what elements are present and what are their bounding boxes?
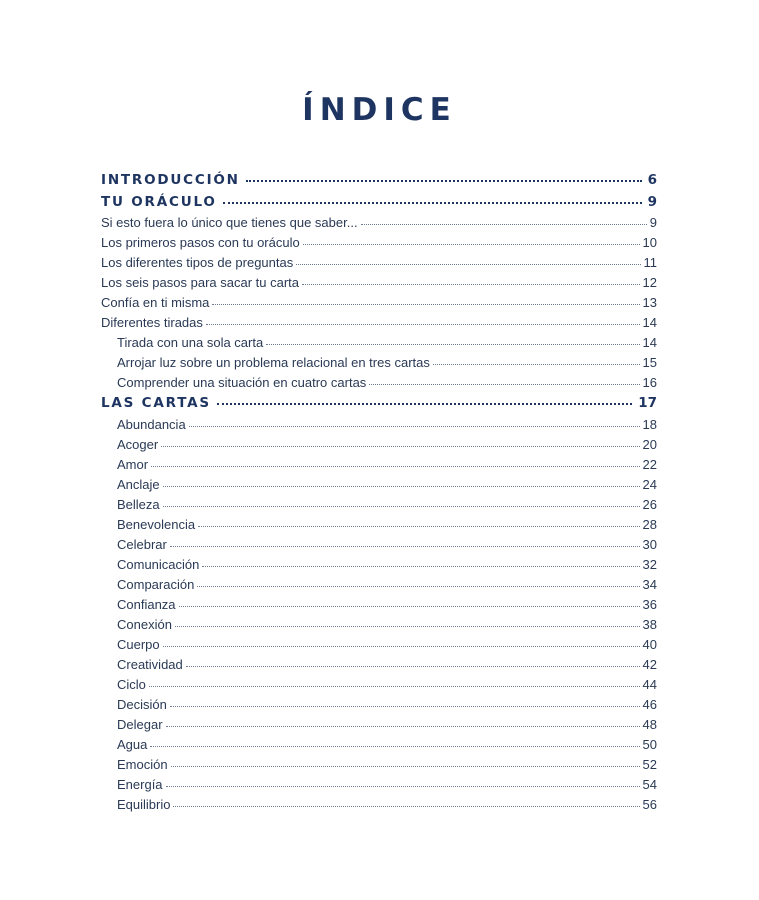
toc-entry-page-number: 9 (649, 215, 657, 230)
dot-leader (202, 566, 639, 567)
toc-entry-page-number: 6 (647, 172, 657, 188)
toc-entry (101, 435, 657, 455)
toc-entry-label: Celebrar (117, 536, 167, 552)
toc-entry (101, 575, 657, 595)
toc-entry-label: Anclaje (117, 476, 160, 492)
dot-leader (266, 344, 639, 345)
toc-entry-label: Cuerpo (117, 636, 160, 652)
toc-entry-label: Creatividad (117, 656, 183, 672)
dot-leader (161, 446, 639, 447)
toc-entry-label: Belleza (117, 496, 160, 512)
dot-leader (302, 284, 640, 285)
dot-leader (170, 546, 640, 547)
toc-entry-label: Abundancia (117, 416, 186, 432)
toc-entry (101, 253, 657, 273)
toc-entry-page-number: 9 (647, 193, 657, 210)
toc-section-entry (101, 170, 657, 192)
toc-entry (101, 715, 657, 735)
toc-entry-label: Acoger (117, 436, 159, 452)
toc-entry-label: Energía (117, 776, 163, 792)
dot-leader (223, 202, 642, 204)
toc-entry (101, 475, 657, 495)
toc-entry (101, 775, 657, 795)
toc-section-entry (101, 192, 657, 214)
toc-entry (101, 655, 657, 675)
toc-entry-page-number: 42 (642, 656, 657, 672)
toc-entry-label: Los primeros pasos con tu oráculo (101, 235, 300, 250)
dot-leader (163, 646, 640, 647)
dot-leader (163, 506, 640, 507)
toc-entry (101, 675, 657, 695)
toc-entry-page-number: 36 (642, 596, 657, 612)
toc-entry-label: INTRODUCCIÓN (101, 172, 240, 188)
dot-leader (212, 304, 639, 305)
toc-entry (101, 293, 657, 313)
toc-entry (101, 535, 657, 555)
toc-entry-page-number: 11 (643, 255, 657, 270)
toc-entry-label: Equilibrio (117, 796, 171, 812)
toc-entry-label: Comprender una situación en cuatro cartas (117, 375, 367, 390)
toc-entry-page-number: 14 (642, 335, 657, 350)
toc-entry (101, 735, 657, 755)
toc-entry-page-number: 16 (642, 375, 657, 390)
toc-entry-page-number: 32 (642, 556, 657, 572)
toc-entry-label: TU ORÁCULO (101, 193, 217, 210)
table-of-contents (101, 170, 657, 815)
dot-leader (361, 224, 647, 225)
toc-entry (101, 213, 657, 233)
toc-entry (101, 515, 657, 535)
dot-leader (303, 244, 640, 245)
toc-entry-label: Benevolencia (117, 516, 196, 532)
toc-entry-label: Los diferentes tipos de preguntas (101, 255, 294, 270)
dot-leader (173, 806, 639, 807)
toc-entry (101, 313, 657, 333)
toc-entry-label: Confianza (117, 596, 176, 612)
dot-leader (206, 324, 640, 325)
toc-entry (101, 353, 657, 373)
toc-entry-label: LAS CARTAS (101, 395, 211, 411)
toc-entry-page-number: 13 (642, 295, 657, 310)
toc-entry (101, 555, 657, 575)
toc-entry (101, 415, 657, 435)
toc-entry-label: Amor (117, 456, 149, 472)
toc-entry-page-number: 38 (642, 616, 657, 632)
toc-entry-page-number: 10 (642, 235, 657, 250)
toc-entry-label: Diferentes tiradas (101, 315, 203, 330)
dot-leader (163, 486, 640, 487)
toc-entry-page-number: 52 (642, 756, 657, 772)
toc-entry-label: Tirada con una sola carta (117, 335, 264, 350)
dot-leader (369, 384, 639, 385)
dot-leader (186, 666, 640, 667)
dot-leader (166, 726, 640, 727)
toc-entry (101, 373, 657, 393)
toc-entry-page-number: 30 (642, 536, 657, 552)
toc-entry-page-number: 22 (642, 456, 657, 472)
dot-leader (171, 766, 640, 767)
toc-entry-label: Arrojar luz sobre un problema relacional en tres cartas (117, 355, 430, 370)
dot-leader (433, 364, 640, 365)
toc-entry-page-number: 28 (642, 516, 657, 532)
dot-leader (197, 586, 639, 587)
toc-entry (101, 755, 657, 775)
dot-leader (166, 786, 640, 787)
toc-entry-page-number: 14 (642, 315, 657, 330)
dot-leader (170, 706, 640, 707)
toc-entry-page-number: 46 (642, 696, 657, 712)
toc-entry-label: Delegar (117, 716, 163, 732)
toc-entry (101, 595, 657, 615)
toc-entry (101, 635, 657, 655)
dot-leader (246, 180, 642, 182)
dot-leader (296, 264, 640, 265)
toc-entry-page-number: 56 (642, 796, 657, 812)
toc-entry-label: Si esto fuera lo único que tienes que saber... (101, 215, 358, 230)
page-title: ÍNDICE (302, 92, 457, 128)
toc-entry-label: Confía en ti misma (101, 295, 210, 310)
toc-entry-page-number: 12 (642, 275, 657, 290)
toc-entry-page-number: 18 (642, 416, 657, 432)
toc-entry-label: Agua (117, 736, 148, 752)
toc-entry-label: Conexión (117, 616, 172, 632)
toc-entry-page-number: 48 (642, 716, 657, 732)
dot-leader (179, 606, 640, 607)
toc-entry (101, 795, 657, 815)
toc-entry-page-number: 15 (642, 355, 657, 370)
toc-entry (101, 333, 657, 353)
toc-entry-page-number: 54 (642, 776, 657, 792)
toc-entry-label: Los seis pasos para sacar tu carta (101, 275, 299, 290)
dot-leader (217, 403, 632, 405)
dot-leader (151, 466, 639, 467)
dot-leader (189, 426, 640, 427)
toc-entry (101, 273, 657, 293)
toc-entry-label: Emoción (117, 756, 168, 772)
toc-entry (101, 695, 657, 715)
dot-leader (198, 526, 639, 527)
toc-entry-page-number: 24 (642, 476, 657, 492)
toc-entry-page-number: 34 (642, 576, 657, 592)
toc-entry-page-number: 40 (642, 636, 657, 652)
toc-entry-label: Comunicación (117, 556, 200, 572)
toc-entry (101, 455, 657, 475)
toc-section-entry (101, 393, 657, 415)
toc-entry (101, 233, 657, 253)
toc-entry-label: Comparación (117, 576, 195, 592)
toc-entry-page-number: 44 (642, 676, 657, 692)
toc-entry (101, 495, 657, 515)
toc-entry-page-number: 17 (638, 395, 657, 411)
toc-entry-label: Ciclo (117, 676, 146, 692)
dot-leader (149, 686, 640, 687)
toc-entry (101, 615, 657, 635)
dot-leader (175, 626, 640, 627)
dot-leader (150, 746, 639, 747)
toc-entry-page-number: 26 (642, 496, 657, 512)
toc-entry-label: Decisión (117, 696, 167, 712)
toc-entry-page-number: 50 (642, 736, 657, 752)
toc-entry-page-number: 20 (642, 436, 657, 452)
